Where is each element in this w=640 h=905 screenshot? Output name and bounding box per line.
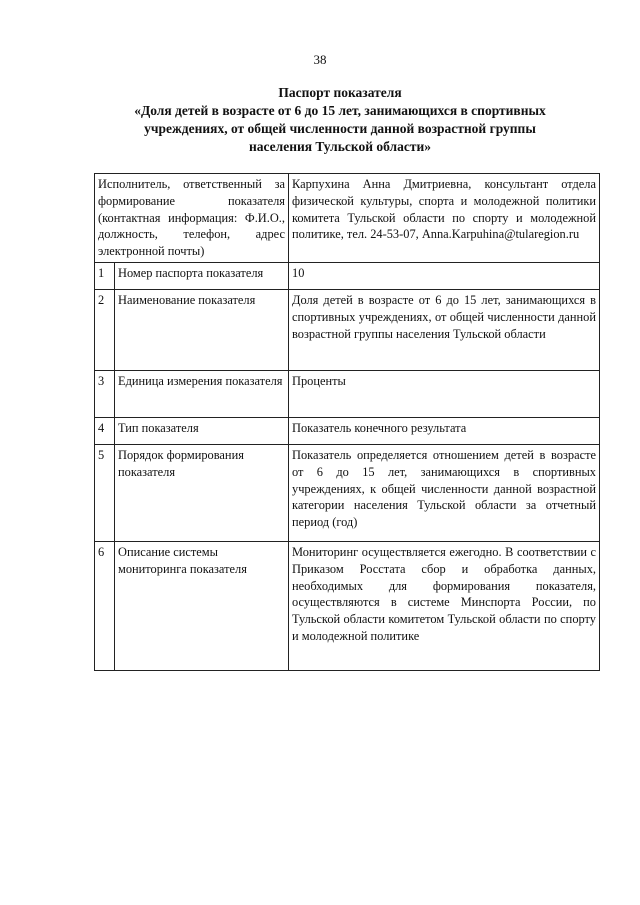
title-line-3: учреждениях, от общей численности данной возрастной группы xyxy=(144,121,536,136)
title-line-4: населения Тульской области» xyxy=(248,139,432,154)
table-row xyxy=(95,542,600,671)
page-number: 38 xyxy=(313,52,327,67)
row-value: Показатель конечного результата xyxy=(289,418,600,445)
executor-label: Исполнитель, ответственный за формирование показателя (контактная информация: Ф.И.О., должность, телефон, адрес электронной почты) xyxy=(95,174,289,263)
row-label: Тип показателя xyxy=(115,418,289,445)
row-value: 10 xyxy=(289,263,600,290)
row-value: Доля детей в возрасте от 6 до 15 лет, занимающихся в спортивных учреждениях, от общей численности данной возрастной группы населения Тульской области xyxy=(289,290,600,371)
executor-value: Карпухина Анна Дмитриевна, консультант отдела физической культуры, спорта и молодежной политики комитета Тульской области по спорту и молодежной политике, тел. 24-53-07, Anna.Karpuhina@tularegion.ru xyxy=(289,174,600,263)
document-title xyxy=(95,84,585,156)
row-number: 6 xyxy=(95,542,115,671)
row-value: Проценты xyxy=(289,371,600,418)
title-line-2: «Доля детей в возрасте от 6 до 15 лет, занимающихся в спортивных xyxy=(134,103,546,118)
row-number: 1 xyxy=(95,263,115,290)
table-row xyxy=(95,418,600,445)
row-label: Номер паспорта показателя xyxy=(115,263,289,290)
row-number: 5 xyxy=(95,445,115,542)
row-value: Показатель определяется отношением детей в возрасте от 6 до 15 лет, занимающихся в спортивных учреждениях, к общей численности данной возрастной категории населения Тульской области за отчетный период (год) xyxy=(289,445,600,542)
row-label: Единица измерения показателя xyxy=(115,371,289,418)
row-label: Порядок формирования показателя xyxy=(115,445,289,542)
row-number: 3 xyxy=(95,371,115,418)
row-number: 4 xyxy=(95,418,115,445)
table-row xyxy=(95,371,600,418)
passport-table xyxy=(94,173,600,671)
table-row xyxy=(95,290,600,371)
row-label: Описание системы мониторинга показателя xyxy=(115,542,289,671)
table-row xyxy=(95,445,600,542)
table-row-executor xyxy=(95,174,600,263)
row-label: Наименование показателя xyxy=(115,290,289,371)
table-row xyxy=(95,263,600,290)
row-value: Мониторинг осуществляется ежегодно. В соответствии с Приказом Росстата сбор и обработка данных, необходимых для формирования показателя, осуществляются в системе Минспорта России, по Тульской области комитетом Тульской области по спорту и молодежной политике xyxy=(289,542,600,671)
row-number: 2 xyxy=(95,290,115,371)
title-line-1: Паспорт показателя xyxy=(278,85,402,100)
